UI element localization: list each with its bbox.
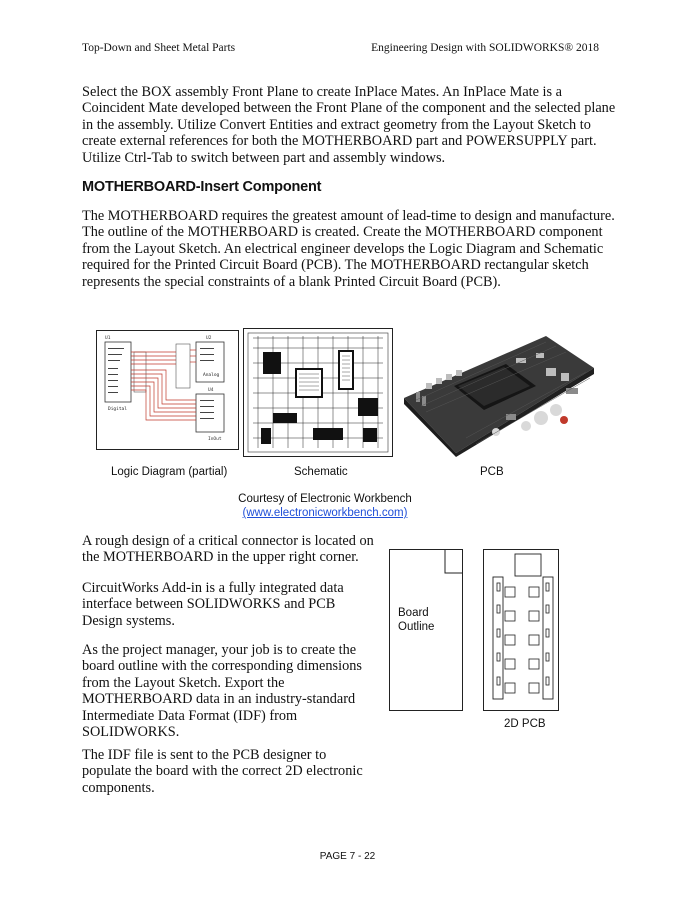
logic-digital-label: Digital [108, 407, 127, 412]
schematic-caption: Schematic [294, 466, 348, 478]
circuitworks-paragraph: CircuitWorks Add-in is a fully integrated data interface between SOLIDWORKS and PCB Design systems. [82, 580, 344, 629]
running-header-left: Top-Down and Sheet Metal Parts [82, 42, 236, 54]
running-header-right: Engineering Design with SOLIDWORKS® 2018 [371, 42, 599, 54]
credit-link[interactable]: (www.electronicworkbench.com) [242, 507, 408, 519]
logic-chip-tag-right: U2 [206, 336, 212, 341]
page-number: PAGE 7 - 22 [319, 851, 376, 862]
idf-paragraph: The IDF file is sent to the PCB designer to populate the board with the correct 2D electronic components. [82, 747, 363, 796]
schematic-figure [243, 328, 393, 457]
connector-paragraph: A rough design of a critical connector is located on the MOTHERBOARD in the upper right corner. [82, 533, 374, 566]
pcb-2d-figure [483, 549, 559, 711]
logic-analog-label: Analog [203, 373, 220, 378]
logic-inout-label: InOut [208, 437, 222, 442]
intro-paragraph: Select the BOX assembly Front Plane to create InPlace Mates. An InPlace Mate is a Coincident Mate developed between the Front Plane of the component and the selected plane in the assembly. Utilize Convert Entities and extract geometry from the Layout Sketch to create external references for both the MOTHERBOARD part and POWERSUPPLY part. Utilize Ctrl-Tab to switch between part and assembly windows. [82, 84, 616, 166]
figure-credit [200, 492, 450, 520]
logic-chip-tag-left: U1 [105, 336, 111, 341]
pcb-caption: PCB [480, 466, 504, 478]
pcb-2d-label: 2D PCB [504, 718, 546, 730]
credit-line: Courtesy of Electronic Workbench [238, 493, 412, 505]
logic-u4-label: U4 [208, 388, 214, 393]
pcb-photo-figure [396, 328, 596, 457]
board-outline-label: Board Outline [398, 607, 435, 633]
project-manager-paragraph: As the project manager, your job is to create the board outline with the corresponding dimensions from the Layout Sketch. Export the MOTHERBOARD data in an industry-standard Intermediate Data Format (IDF) from SOLIDWORKS. [82, 642, 362, 741]
section-heading: MOTHERBOARD-Insert Component [82, 179, 322, 195]
logic-diagram-caption: Logic Diagram (partial) [111, 466, 228, 478]
section-paragraph: The MOTHERBOARD requires the greatest amount of lead-time to design and manufacture. The outline of the MOTHERBOARD is created. Create the MOTHERBOARD component from the Layout Sketch. An electrical engineer develops the Logic Diagram and Schematic required for the Printed Circuit Board (PCB). The MOTHERBOARD rectangular sketch represents the special constraints of a blank Printed Circuit Board (PCB). [82, 208, 615, 290]
logic-diagram-figure [96, 330, 239, 450]
